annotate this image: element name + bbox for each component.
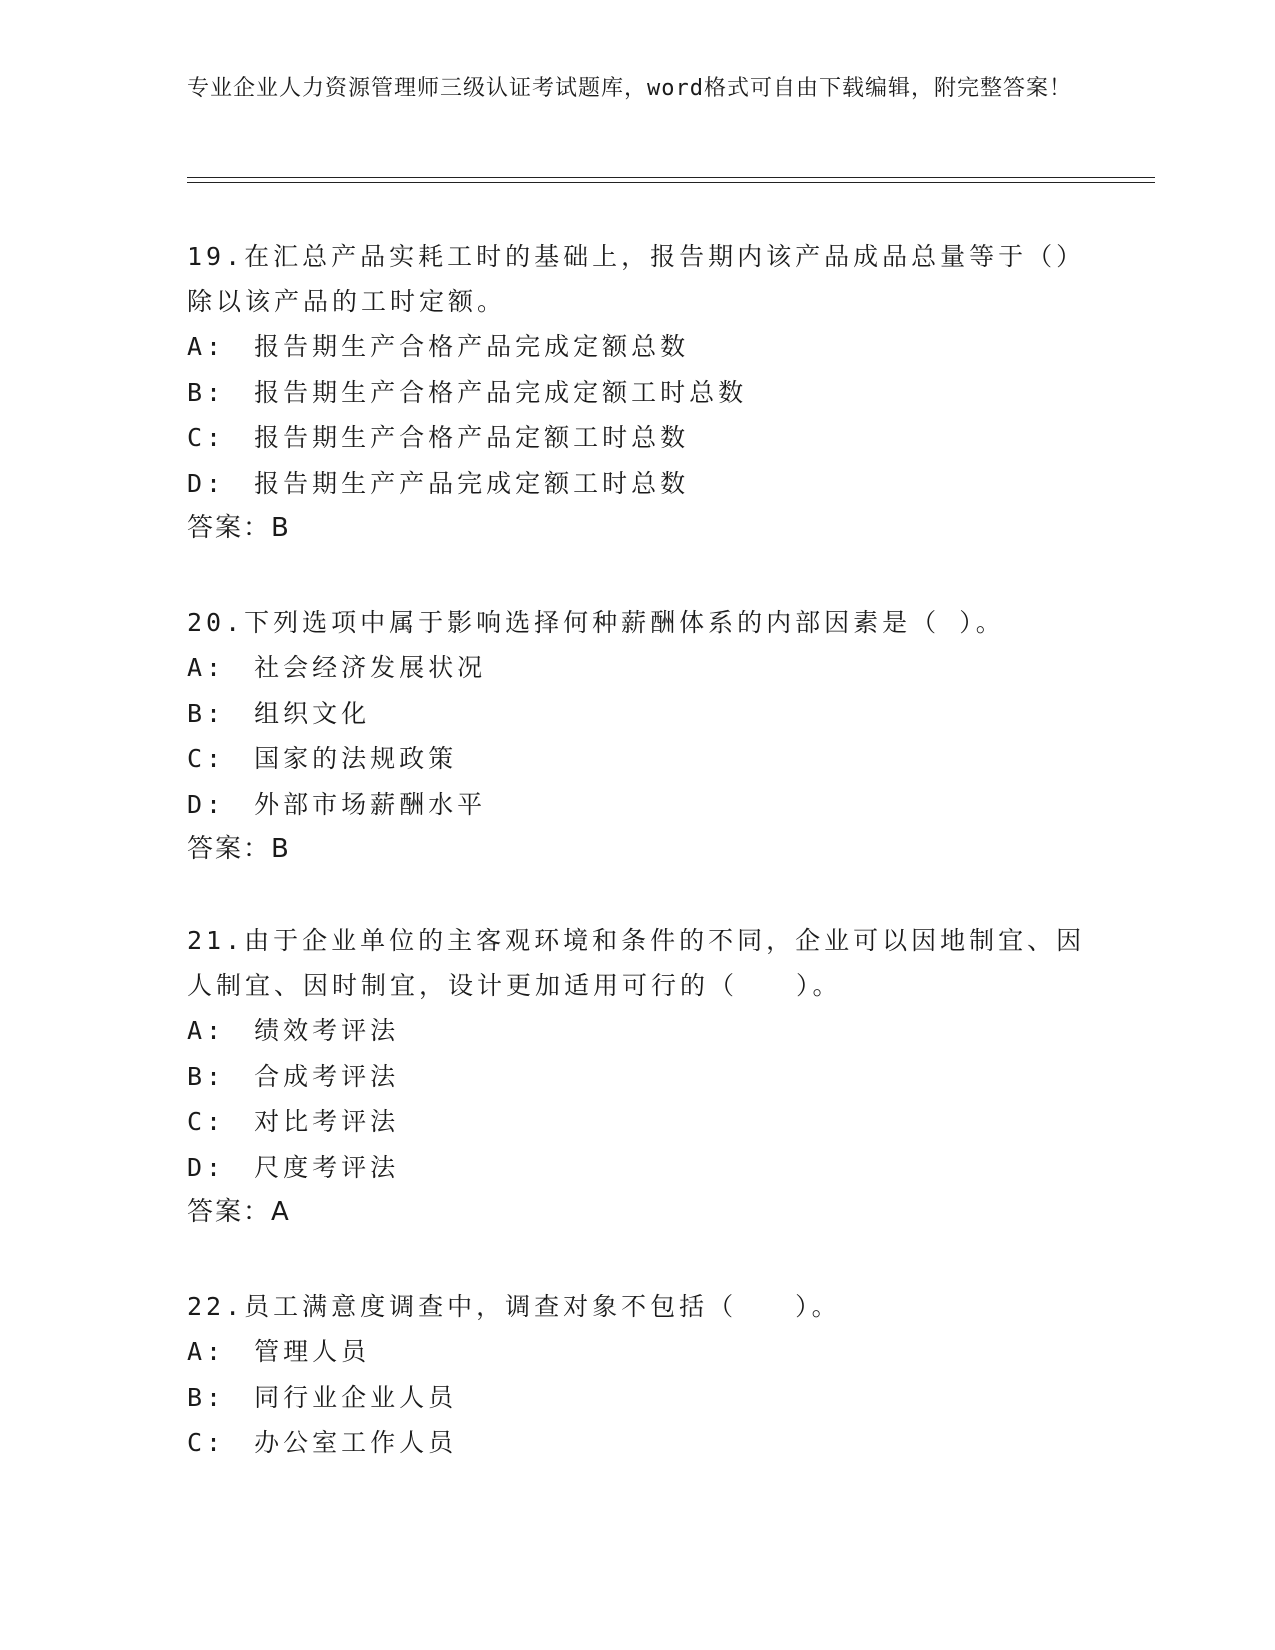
question-21 [187,918,1087,1235]
document-header: 专业企业人力资源管理师三级认证考试题库，word格式可自由下载编辑，附完整答案！ [187,76,1072,101]
option-b: B: 同行业企业人员 [187,1382,458,1412]
header-divider-bottom [187,182,1155,183]
option-a: A: 报告期生产合格产品完成定额总数 [187,332,690,361]
option-a: A: 管理人员 [187,1337,371,1366]
question-22 [187,1284,1087,1466]
question-stem: 21.由于企业单位的主客观环境和条件的不同，企业可以因地制宜、因人制宜、因时制宜，设计更加适用可行的（ ）。 [187,926,1086,1000]
question-stem: 22.员工满意度调查中，调查对象不包括（ ）。 [187,1292,841,1321]
question-19 [187,234,1087,551]
question-20 [187,600,1087,872]
answer: 答案：B [187,513,291,543]
option-d: D: 报告期生产产品完成定额工时总数 [187,468,690,498]
option-a: A: 社会经济发展状况 [187,653,487,682]
question-stem: 19.在汇总产品实耗工时的基础上，报告期内该产品成品总量等于（）除以该产品的工时定额。 [187,242,1086,316]
option-a: A: 绩效考评法 [187,1016,400,1045]
option-d: D: 尺度考评法 [187,1152,400,1182]
option-c: C: 对比考评法 [187,1107,400,1136]
header-divider-top [187,177,1155,178]
option-c: C: 办公室工作人员 [187,1428,458,1457]
option-d: D: 外部市场薪酬水平 [187,789,487,819]
answer: 答案：B [187,834,291,864]
option-b: B: 报告期生产合格产品完成定额工时总数 [187,377,748,407]
question-stem: 20.下列选项中属于影响选择何种薪酬体系的内部因素是（ ）。 [187,608,1005,637]
option-c: C: 国家的法规政策 [187,744,458,773]
answer: 答案：A [187,1197,291,1227]
option-b: B: 合成考评法 [187,1061,400,1091]
option-b: B: 组织文化 [187,698,371,728]
option-c: C: 报告期生产合格产品定额工时总数 [187,423,690,452]
